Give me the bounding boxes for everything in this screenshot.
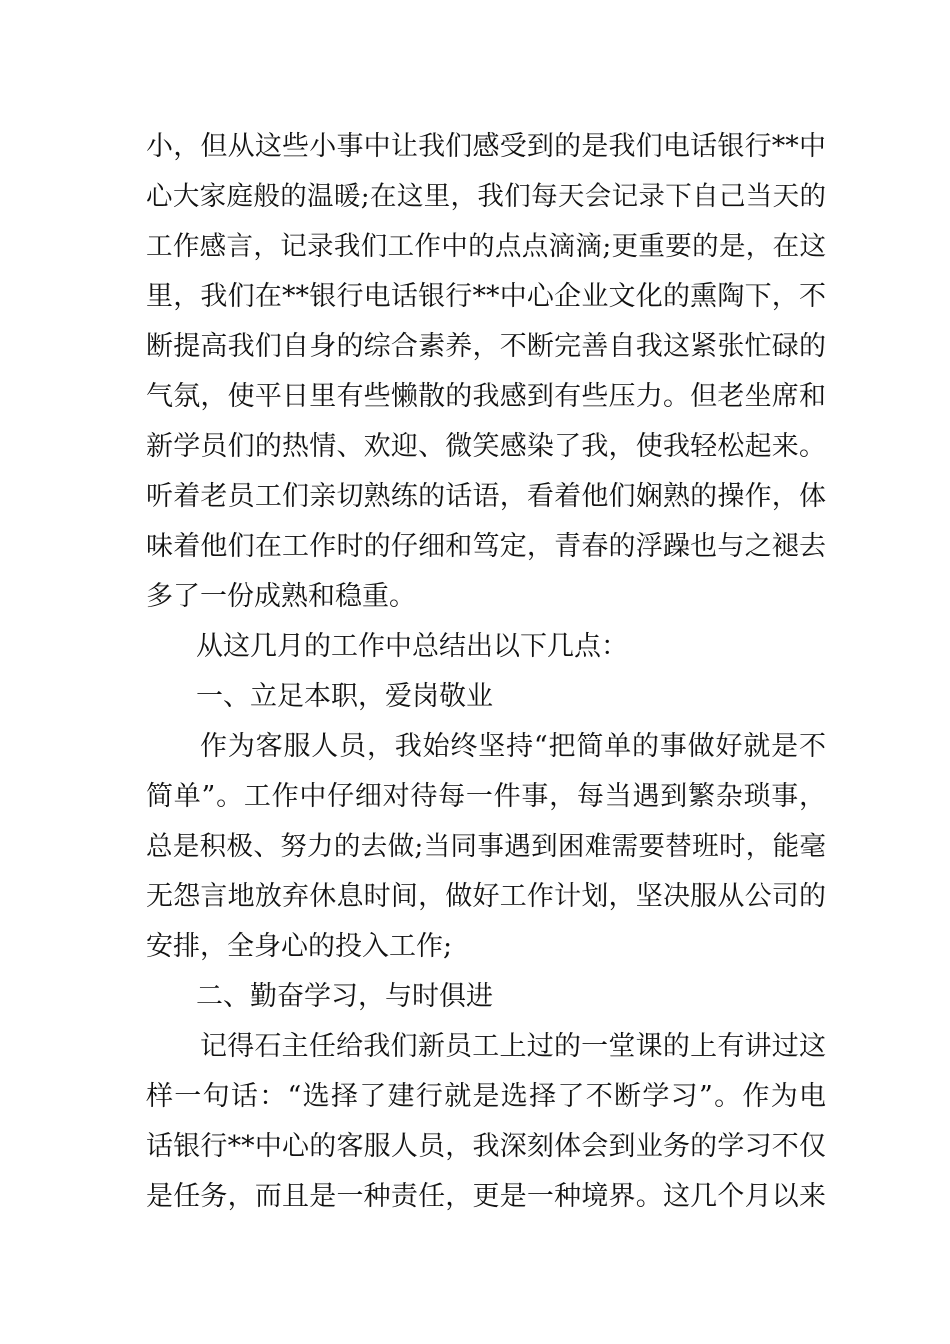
text-line: 安排，全身心的投入工作;	[146, 931, 453, 962]
text-line: 味着他们在工作时的仔细和笃定，青春的浮躁也与之褪去	[146, 531, 826, 562]
text-line: 是任务，而且是一种责任，更是一种境界。这几个月以来	[146, 1181, 826, 1212]
text-line: 话银行**中心的客服人员，我深刻体会到业务的学习不仅	[146, 1131, 826, 1162]
text-line: 总是积极、努力的去做;当同事遇到困难需要替班时，能毫	[146, 831, 826, 862]
text-line: 工作感言，记录我们工作中的点点滴滴;更重要的是，在这	[146, 231, 826, 262]
text-line: 无怨言地放弃休息时间，做好工作计划，坚决服从公司的	[146, 881, 826, 912]
text-line: 气氛，使平日里有些懒散的我感到有些压力。但老坐席和	[146, 381, 826, 412]
paragraph-line: 从这几月的工作中总结出以下几点：	[196, 631, 628, 662]
text-line: 听着老员工们亲切熟练的话语，看着他们娴熟的操作，体	[146, 481, 826, 512]
text-line: 里，我们在**银行电话银行**中心企业文化的熏陶下，不	[146, 281, 826, 312]
text-line: 多了一份成熟和稳重。	[146, 581, 416, 612]
paragraph-line: 作为客服人员，我始终坚持“把简单的事做好就是不	[200, 731, 826, 762]
text-line: 心大家庭般的温暖;在这里，我们每天会记录下自己当天的	[146, 181, 826, 212]
section-heading: 二、勤奋学习，与时俱进	[196, 981, 493, 1012]
text-line: 小，但从这些小事中让我们感受到的是我们电话银行**中	[146, 131, 826, 162]
text-line: 断提高我们自身的综合素养，不断完善自我这紧张忙碌的	[146, 331, 826, 362]
text-line: 简单”。工作中仔细对待每一件事，每当遇到繁杂琐事，	[146, 781, 826, 812]
paragraph-line: 记得石主任给我们新员工上过的一堂课的上有讲过这	[200, 1031, 826, 1062]
section-heading: 一、立足本职，爱岗敬业	[196, 681, 493, 712]
text-line: 样一句话：“选择了建行就是选择了不断学习”。作为电	[146, 1081, 826, 1112]
text-line: 新学员们的热情、欢迎、微笑感染了我，使我轻松起来。	[146, 431, 826, 462]
